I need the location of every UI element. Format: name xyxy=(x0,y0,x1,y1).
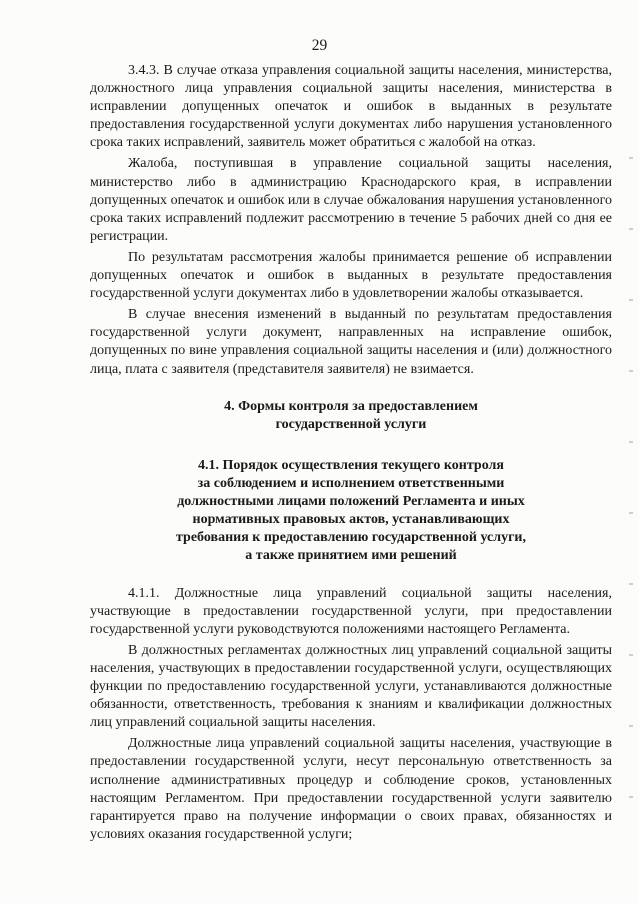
scan-margin-marks xyxy=(629,120,633,820)
paragraph-complaint: Жалоба, поступившая в управление социальной защиты населения, министерство либо в администрацию Краснодарского края, в исправлении допущенных опечаток и ошибок или в случае обжалования нарушения установленного срока таких исправлений подлежит рассмотрению в течение 5 рабочих дней со дня ее регистрации. xyxy=(90,156,612,244)
document-body xyxy=(90,62,612,847)
subsection-heading-line: за соблюдением и исполнением ответственными xyxy=(197,475,505,491)
subsection-heading-line: должностными лицами положений Регламента и иных xyxy=(177,493,525,509)
subsection-heading-line: 4.1. Порядок осуществления текущего контроля xyxy=(198,457,504,473)
paragraph-responsibility: Должностные лица управлений социальной защиты населения, участвующие в предоставлении государственной услуги, несут персональную ответственность за исполнение административных процедур и соблюдение сроков, установленных настоящим Регламентом. При предоставлении государственной услуги заявителю гарантируется право на получение информации о своих правах, обязанностях и условиях оказания государственной услуги; xyxy=(90,736,612,842)
page-number: 29 xyxy=(311,37,328,54)
subsection-heading-line: требования к предоставлению государственной услуги, xyxy=(176,529,526,545)
paragraph-decision: По результатам рассмотрения жалобы принимается решение об исправлении допущенных опечаток и ошибок в выданных в результате предоставления государственной услуги документах либо в удовлетворении жалобы отказывается. xyxy=(90,249,612,302)
paragraph-3-4-3: 3.4.3. В случае отказа управления социальной защиты населения, министерства, должностного лица управления социальной защиты населения, министерства в исправлении допущенных опечаток и ошибок в выданных в результате предоставления государственной услуги документах либо нарушения установленного срока таких исправлений, заявитель может обратиться с жалобой на отказ. xyxy=(90,63,612,151)
paragraph-job-regulations: В должностных регламентах должностных лиц управлений социальной защиты населения, участвующих в предоставлении государственной услуги, осуществляющих функции по предоставлению государственной услуги, устанавливаются должностные обязанности, ответственность, требования к знаниям и квалификации должностных лиц управлений социальной защиты населения. xyxy=(90,642,612,731)
section-heading-line: 4. Формы контроля за предоставлением xyxy=(224,398,478,414)
section-heading-line: государственной услуги xyxy=(275,416,427,432)
subsection-heading-line: нормативных правовых актов, устанавливающих xyxy=(192,511,510,527)
section-heading xyxy=(90,398,612,434)
subsection-heading-line: а также принятием ими решений xyxy=(245,547,457,563)
paragraph-4-1-1: 4.1.1. Должностные лица управлений социальной защиты населения, участвующие в предоставлении государственной услуги, при предоставлении государственной услуги руководствуются положениями настоящего Регламента. xyxy=(90,585,612,637)
subsection-heading xyxy=(90,457,612,565)
paragraph-no-fee: В случае внесения изменений в выданный по результатам предоставления государственной услуги документ, направленных на исправление ошибок, допущенных по вине управления социальной защиты населения и (или) должностного лица, плата с заявителя (представителя заявителя) не взимается. xyxy=(90,307,612,377)
